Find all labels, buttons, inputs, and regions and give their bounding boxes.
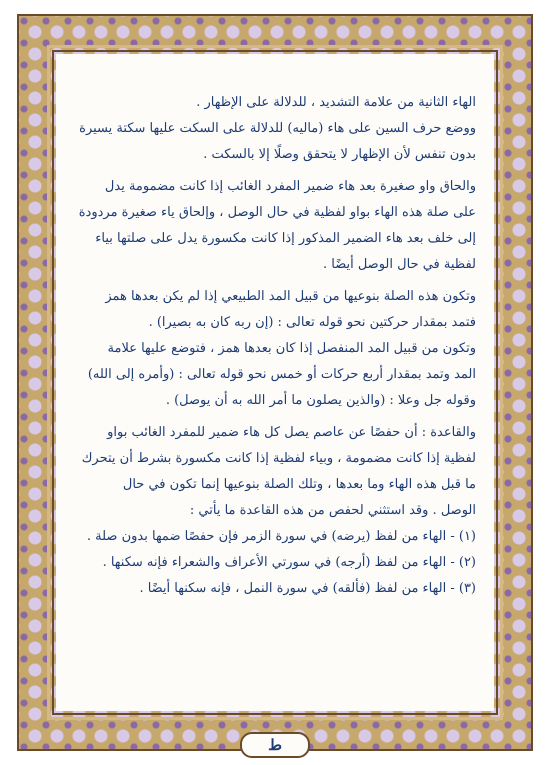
text-line: والحاق واو صغيرة بعد هاء ضمير المفرد الغائب إذا كانت مضمومة يدل — [104, 179, 476, 194]
text-line: لفظية إذا كانت مضمومة ، وبياء لفظية إذا كانت مكسورة بشرط أن يتحرك — [81, 451, 476, 466]
text-line: على صلة هذه الهاء بواو لفظية في حال الوصل ، وإلحاق ياء صغيرة مردودة — [78, 205, 476, 220]
text-page — [56, 54, 494, 711]
list-item: (١) - الهاء من لفظ (يرضه) في سورة الزمر فإن حفصًا ضمها بدون صلة . — [86, 529, 476, 544]
list-item: (٢) - الهاء من لفظ (أرجه) في سورتي الأعراف والشعراء فإنه سكنها . — [102, 555, 476, 570]
text-line: الوصل . وقد استثني لحفص من هذه القاعدة ما يأتي : — [189, 503, 476, 518]
text-line: لفظية في حال الوصل أيضًا . — [322, 257, 476, 272]
text-line: وتكون هذه الصلة بنوعيها من قبيل المد الطبيعي إذا لم يكن بعدها همز — [105, 289, 476, 304]
page-number-badge — [240, 732, 310, 758]
text-line: وتكون من قبيل المد المنفصل إذا كان بعدها همز ، فتوضع عليها علامة — [107, 341, 476, 356]
text-line: ما قبل هذه الهاء وما بعدها ، وتلك الصلة بنوعيها إنما تكون في حال — [122, 477, 476, 492]
text-line: فتمد بمقدار حركتين نحو قوله تعالى : (إن ربه كان به بصيرا) . — [148, 315, 476, 330]
text-line: ووضع حرف السين على هاء (ماليه) للدلالة على السكت عليها سكتة يسيرة — [79, 121, 476, 136]
text-line: المد وتمد بمقدار أربع حركات أو خمس نحو قوله تعالى : (وأمره إلى الله) — [87, 367, 476, 382]
list-item: (٣) - الهاء من لفظ (فألقه) في سورة النمل ، فإنه سكنها أيضًا . — [139, 581, 476, 596]
text-line: إلى خلف بعد هاء الضمير المذكور إذا كانت مكسورة يدل على صلتها بياء — [95, 231, 476, 246]
page-number: ط — [268, 736, 282, 754]
text-line: وقوله جل وعلا : (والذين يصلون ما أمر الله به أن يوصل) . — [165, 393, 476, 408]
text-line: الهاء الثانية من علامة التشديد ، للدلالة على الإظهار . — [196, 95, 476, 110]
text-line: بدون تنفس لأن الإظهار لا يتحقق وصلًا إلا بالسكت . — [203, 147, 476, 162]
text-line: والقاعدة : أن حفصًا عن عاصم يصل كل هاء ضمير للمفرد الغائب بواو — [107, 425, 476, 440]
